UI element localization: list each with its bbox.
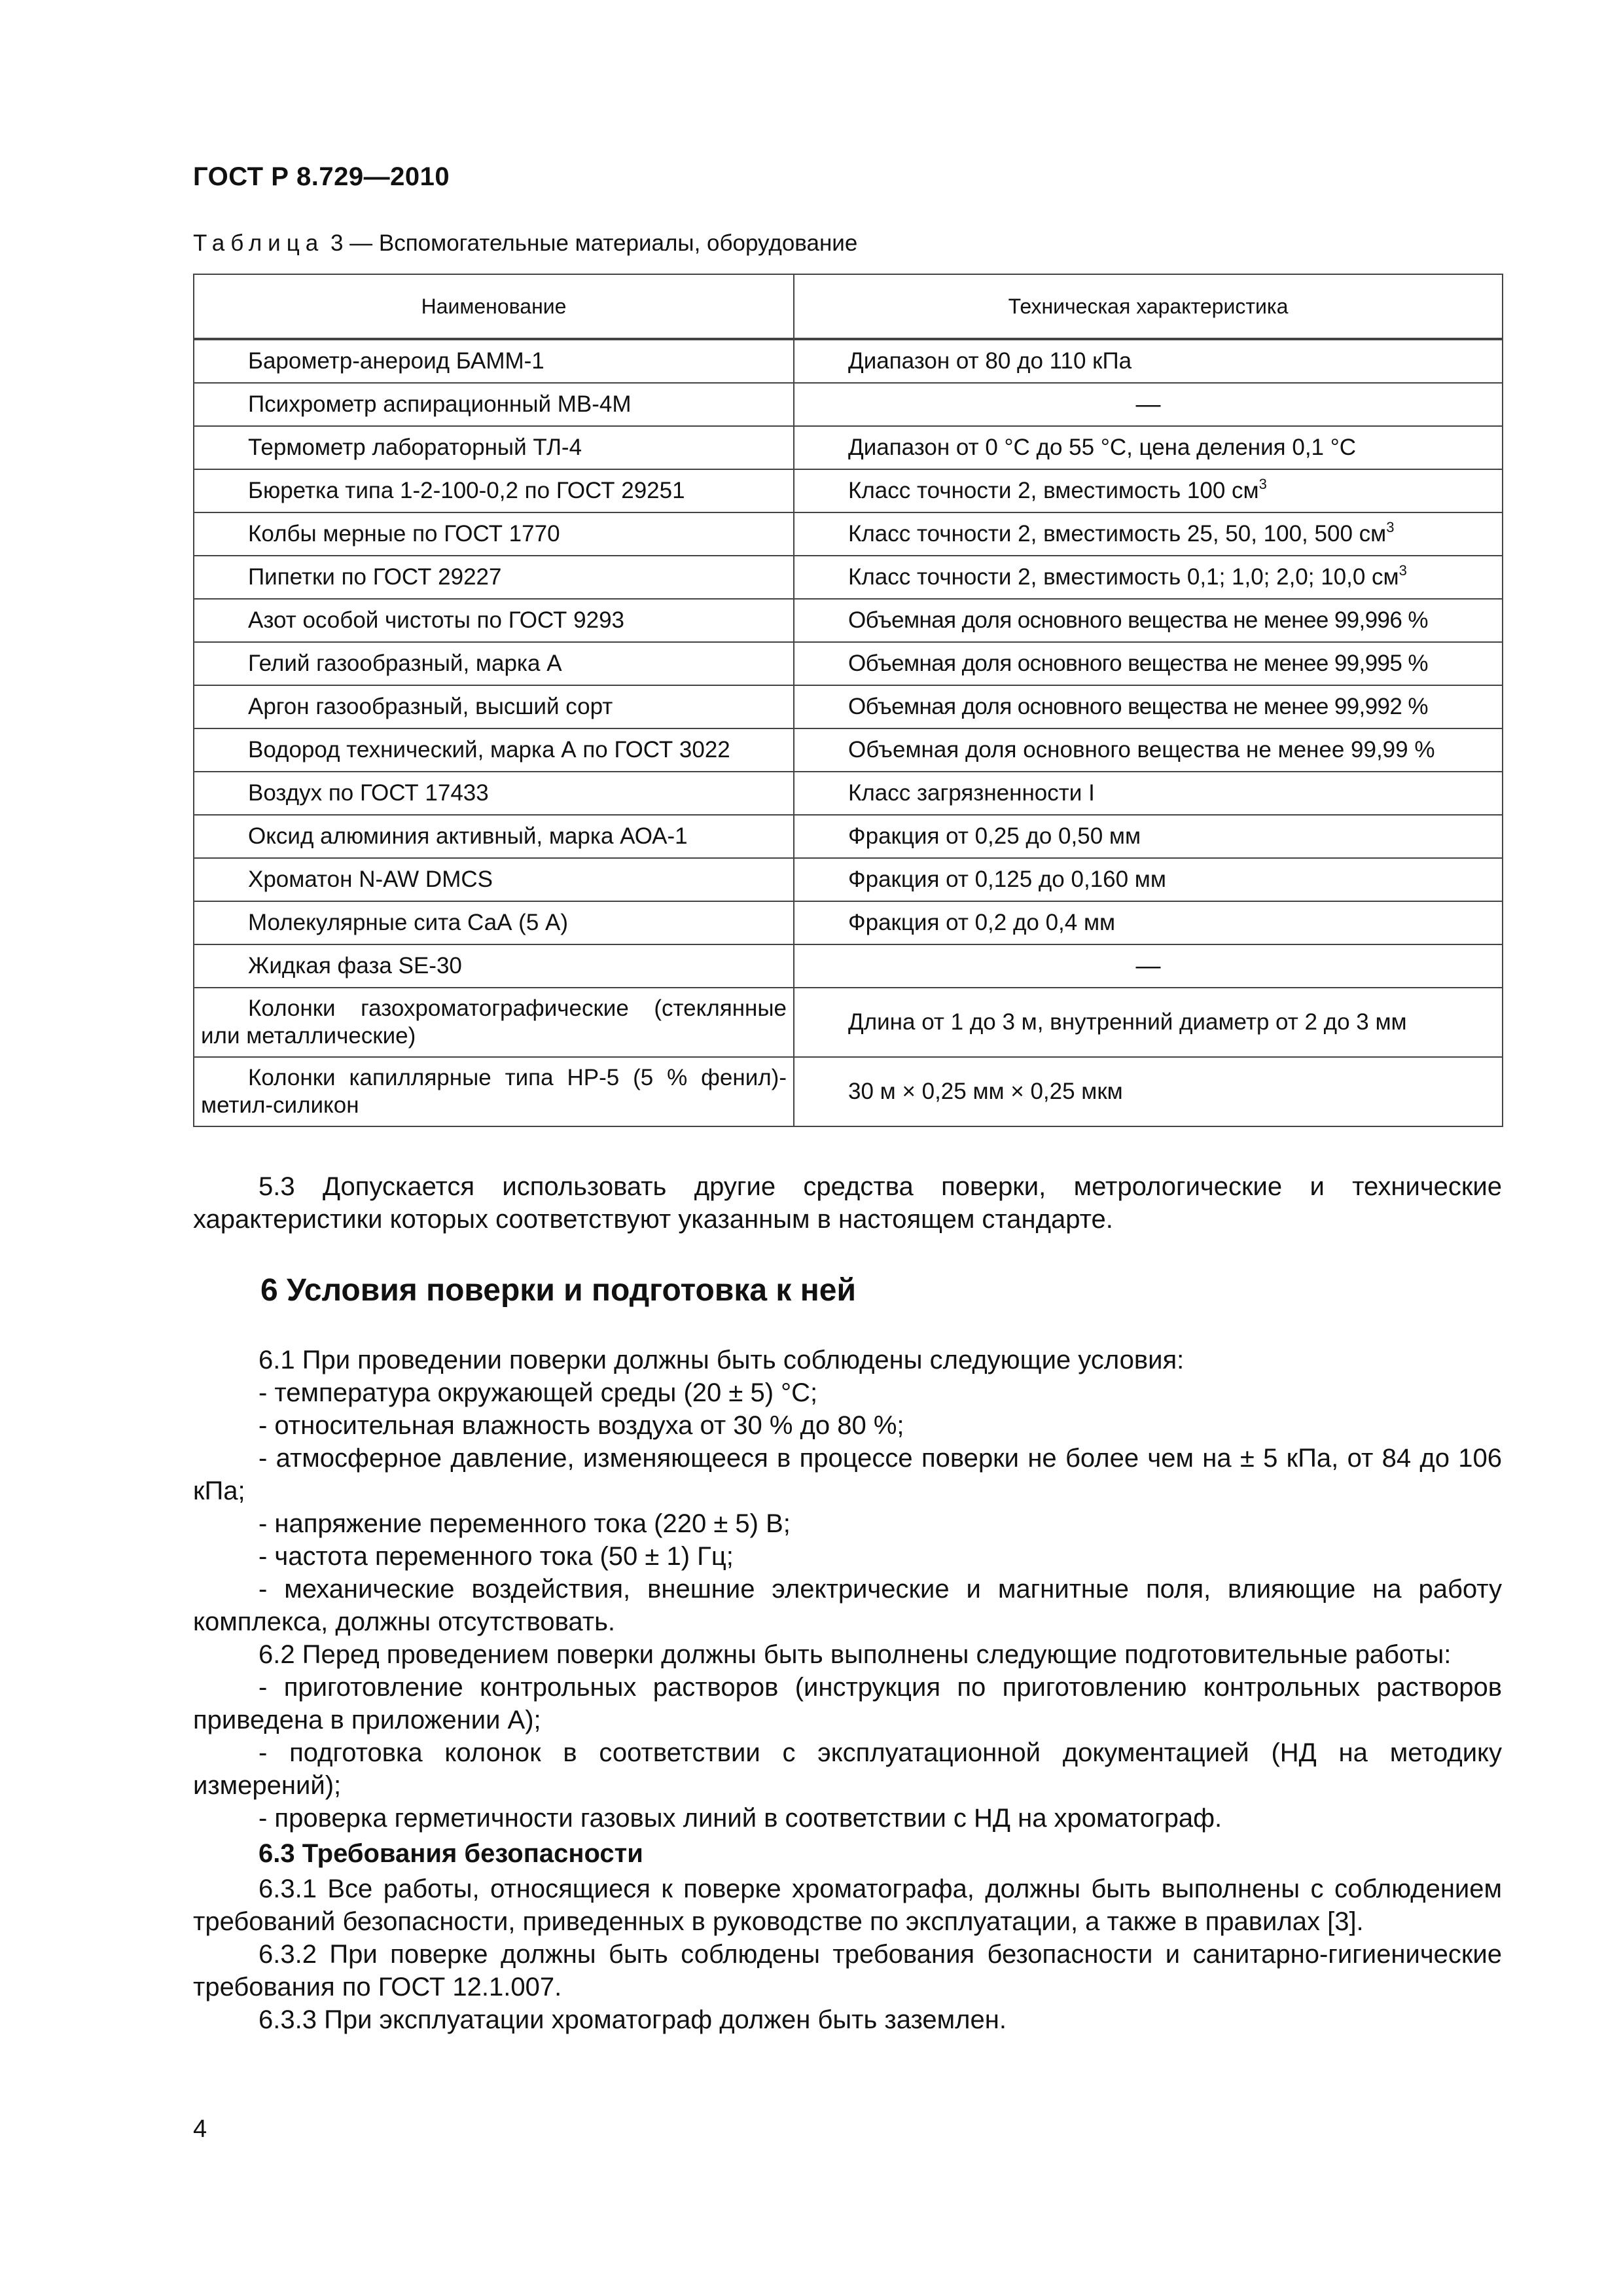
superscript: 3 xyxy=(1258,476,1267,492)
document-header: ГОСТ Р 8.729—2010 xyxy=(193,162,450,191)
cell-value-text: Класс точности 2, вместимость 25, 50, 100, 500 см xyxy=(848,521,1387,547)
condition-item: - атмосферное давление, изменяющееся в процессе поверки не более чем на ± 5 кПа, от 84 до 106 кПа; xyxy=(193,1444,1502,1505)
table-caption-number: 3 xyxy=(330,230,344,256)
paragraph-6-2: 6.2 Перед проведением поверки должны быть выполнены следующие подготовительные работы: xyxy=(259,1640,1452,1669)
cell-value: Фракция от 0,2 до 0,4 мм xyxy=(794,901,1503,944)
table-row xyxy=(194,339,1503,383)
paragraph-5-3-block xyxy=(193,1170,1502,1236)
paragraph-6-1: 6.1 При проведении поверки должны быть соблюдены следующие условия: xyxy=(259,1346,1185,1374)
cell-value: Класс загрязненности I xyxy=(794,772,1503,815)
cell-name: Колонки газохроматографические (стеклянные или металлические) xyxy=(194,988,794,1057)
table-row xyxy=(194,944,1503,988)
table-header-row xyxy=(194,274,1503,339)
cell-value: Объемная доля основного вещества не менее 99,992 % xyxy=(794,685,1503,728)
table-row xyxy=(194,512,1503,556)
table-caption-prefix: Таблица xyxy=(193,230,325,256)
cell-value: 30 м × 0,25 мм × 0,25 мкм xyxy=(794,1057,1503,1126)
table-row xyxy=(194,772,1503,815)
condition-item: - механические воздействия, внешние электрические и магнитные поля, влияющие на работу комплекса, должны отсутствовать. xyxy=(193,1575,1502,1636)
section-6-title: 6 Условия поверки и подготовка к ней xyxy=(260,1273,856,1308)
table-row xyxy=(194,383,1503,426)
column-header-name: Наименование xyxy=(194,274,794,339)
condition-item: - температура окружающей среды (20 ± 5) °С; xyxy=(259,1378,818,1407)
table-row xyxy=(194,556,1503,599)
table-row xyxy=(194,642,1503,685)
cell-name: Воздух по ГОСТ 17433 xyxy=(194,772,794,815)
cell-name: Колбы мерные по ГОСТ 1770 xyxy=(194,512,794,556)
cell-value: Фракция от 0,25 до 0,50 мм xyxy=(794,815,1503,858)
cell-value: Диапазон от 80 до 110 кПа xyxy=(794,339,1503,383)
cell-value: Объемная доля основного вещества не менее 99,996 % xyxy=(794,599,1503,642)
cell-value: Объемная доля основного вещества не менее 99,995 % xyxy=(794,642,1503,685)
table-caption xyxy=(193,230,857,257)
cell-name: Хроматон N-AW DMCS xyxy=(194,858,794,901)
cell-name: Термометр лабораторный ТЛ-4 xyxy=(194,426,794,469)
paragraph-5-3: 5.3 Допускается использовать другие средства поверки, метрологические и технические характеристики которых соответствуют указанным в настоящем стандарте. xyxy=(193,1172,1502,1234)
table-row xyxy=(194,901,1503,944)
section-6-body xyxy=(193,1344,1502,2036)
table-row xyxy=(194,1057,1503,1126)
cell-value: Диапазон от 0 °С до 55 °С, цена деления 0,1 °С xyxy=(794,426,1503,469)
cell-name: Гелий газообразный, марка А xyxy=(194,642,794,685)
cell-name: Оксид алюминия активный, марка АОА-1 xyxy=(194,815,794,858)
condition-item: - напряжение переменного тока (220 ± 5) В; xyxy=(259,1509,791,1538)
materials-table xyxy=(193,274,1503,1127)
cell-name: Бюретка типа 1-2-100-0,2 по ГОСТ 29251 xyxy=(194,469,794,512)
cell-value-text: Класс точности 2, вместимость 0,1; 1,0; 2,0; 10,0 см xyxy=(848,564,1399,590)
table-row xyxy=(194,599,1503,642)
paragraph-6-3-2: 6.3.2 При поверке должны быть соблюдены требования безопасности и санитарно-гигиенические требования по ГОСТ 12.1.007. xyxy=(193,1940,1502,2001)
cell-name: Жидкая фаза SE-30 xyxy=(194,944,794,988)
table-row xyxy=(194,728,1503,772)
table-caption-text: — Вспомогательные материалы, оборудование xyxy=(343,230,858,256)
cell-value: Фракция от 0,125 до 0,160 мм xyxy=(794,858,1503,901)
prep-item: - приготовление контрольных растворов (инструкция по приготовлению контрольных растворов приведена в приложении А); xyxy=(193,1673,1502,1734)
paragraph-6-3-3: 6.3.3 При эксплуатации хроматограф должен быть заземлен. xyxy=(259,2005,1007,2034)
cell-value xyxy=(794,556,1503,599)
cell-value: Длина от 1 до 3 м, внутренний диаметр от 2 до 3 мм xyxy=(794,988,1503,1057)
condition-item: - относительная влажность воздуха от 30 % до 80 %; xyxy=(259,1411,904,1440)
superscript: 3 xyxy=(1386,519,1395,535)
cell-value xyxy=(794,512,1503,556)
condition-item: - частота переменного тока (50 ± 1) Гц; xyxy=(259,1542,734,1571)
cell-value-text: Класс точности 2, вместимость 100 см xyxy=(848,478,1259,503)
cell-value: Объемная доля основного вещества не менее 99,99 % xyxy=(794,728,1503,772)
page-number: 4 xyxy=(193,2115,207,2143)
table-row xyxy=(194,469,1503,512)
subsection-6-3-title: 6.3 Требования безопасности xyxy=(259,1839,643,1868)
cell-value: — xyxy=(794,383,1503,426)
prep-item: - подготовка колонок в соответствии с эксплуатационной документацией (НД на методику измерений); xyxy=(193,1738,1502,1800)
table-row xyxy=(194,988,1503,1057)
cell-name: Аргон газообразный, высший сорт xyxy=(194,685,794,728)
cell-value: — xyxy=(794,944,1503,988)
table-row xyxy=(194,685,1503,728)
cell-name: Колонки капиллярные типа НР-5 (5 % фенил)-метил-силикон xyxy=(194,1057,794,1126)
column-header-characteristic: Техническая характеристика xyxy=(794,274,1503,339)
cell-name: Психрометр аспирационный МВ-4М xyxy=(194,383,794,426)
cell-value xyxy=(794,469,1503,512)
cell-name: Барометр-анероид БАММ-1 xyxy=(194,339,794,383)
prep-item: - проверка герметичности газовых линий в соответствии с НД на хроматограф. xyxy=(259,1804,1222,1833)
paragraph-6-3-1: 6.3.1 Все работы, относящиеся к поверке хроматографа, должны быть выполнены с соблюдением требований безопасности, приведенных в руководстве по эксплуатации, а также в правилах [3]. xyxy=(193,1874,1502,1936)
superscript: 3 xyxy=(1399,562,1407,579)
table-row xyxy=(194,815,1503,858)
table-row xyxy=(194,426,1503,469)
cell-name: Азот особой чистоты по ГОСТ 9293 xyxy=(194,599,794,642)
cell-name: Молекулярные сита СаА (5 А) xyxy=(194,901,794,944)
table-row xyxy=(194,858,1503,901)
cell-name: Водород технический, марка А по ГОСТ 3022 xyxy=(194,728,794,772)
cell-name: Пипетки по ГОСТ 29227 xyxy=(194,556,794,599)
